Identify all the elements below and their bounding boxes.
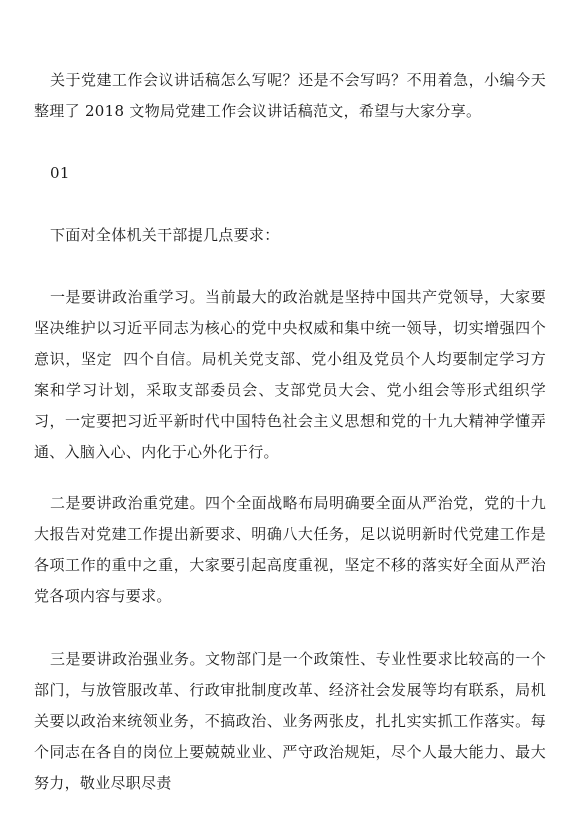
intro-paragraph: 关于党建工作会议讲话稿怎么写呢？还是不会写吗？不用着急，小编今天整理了 2018 文物局党建工作会议讲话稿范文，希望与大家分享。 — [34, 71, 546, 120]
lead-paragraph: 下面对全体机关干部提几点要求： — [50, 226, 280, 244]
point-three-paragraph: 三是要讲政治强业务。文物部门是一个政策性、专业性要求比较高的一个部门，与放管服改革、行政审批制度改革、经济社会发展等均有联系，局机关要以政治来统领业务，不搞政治、业务两张皮，扎扎实实抓工作落实。每个同志在各自的岗位上要兢兢业业、严守政治规矩，尽个人最大能力、最大努力，敬业尽职尽责 — [34, 650, 546, 792]
point-one-paragraph: 一是要讲政治重学习。当前最大的政治就是坚持中国共产党领导，大家要坚决维护以习近平同志为核心的党中央权威和集中统一领导，切实增强四个意识，坚定 四个自信。局机关党支部、党小组及党员个人均要制定学习方案和学习计划，采取支部委员会、支部党员大会、党小组会等形式组织学习，一定要把习近平新时代中国特色社会主义思想和党的十九大精神学懂弄通、入脑入心、内化于心外化于行。 — [34, 288, 546, 461]
point-two-paragraph: 二是要讲政治重党建。四个全面战略布局明确要全面从严治党，党的十九大报告对党建工作提出新要求、明确八大任务，足以说明新时代党建工作是各项工作的重中之重，大家要引起高度重视，坚定不移的落实好全面从严治党各项内容与要求。 — [34, 494, 546, 605]
section-number: 01 — [50, 164, 70, 182]
